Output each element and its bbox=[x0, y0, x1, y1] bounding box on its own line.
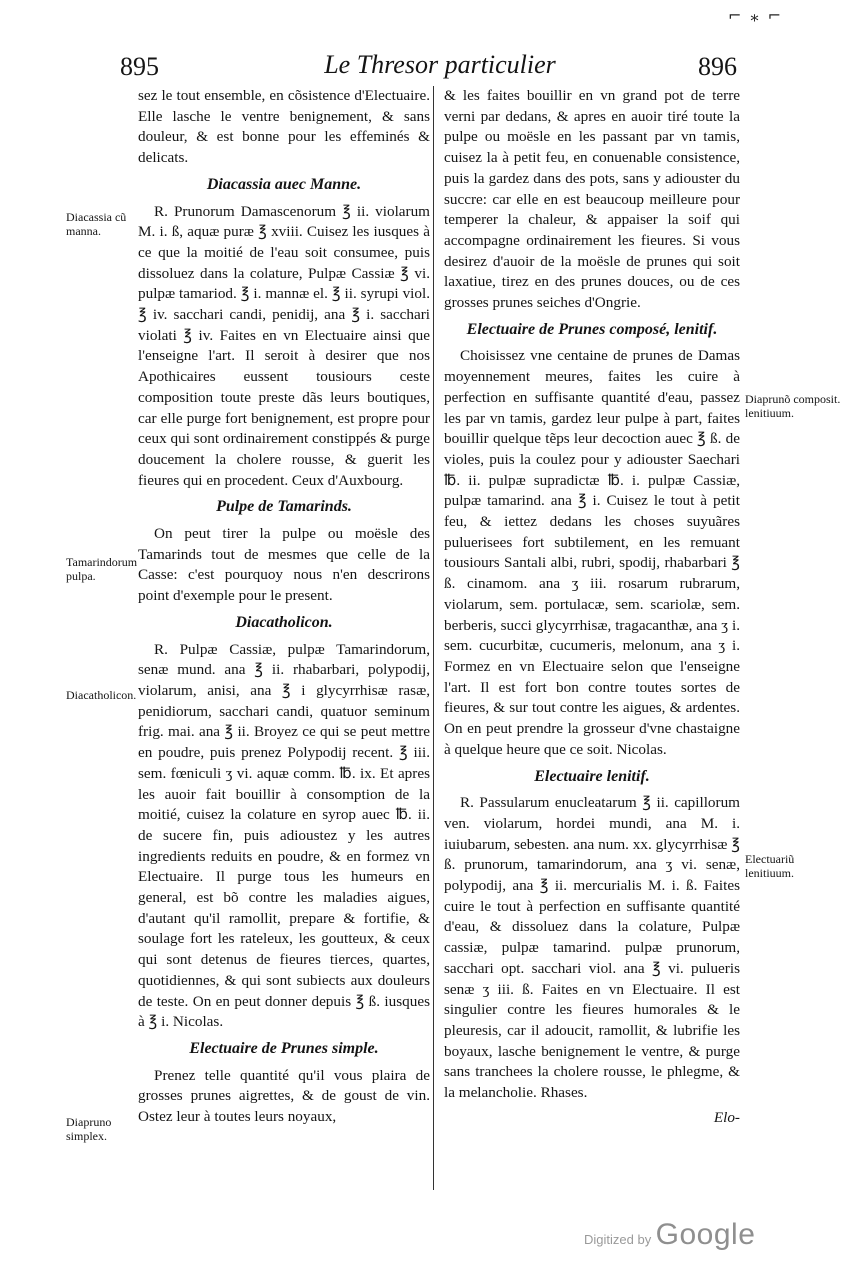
right-column bbox=[444, 86, 740, 1128]
heading-diacassia: Diacassia auec Manne. bbox=[206, 175, 362, 193]
heading-pulpe-tamarinds: Pulpe de Tamarinds. bbox=[216, 498, 352, 516]
margin-note-diapruno-simplex: Diapruno simplex. bbox=[66, 1115, 112, 1143]
right-paragraph-3: R. Passularum enucleatarum ℥ ii. capillorum ven. violarum, hordei mundi, ana M. i. iuiubarum, sebesten. ana num. xx. glycyrrhisæ ℥ ß. prunorum, tamarindorum, ana ʒ vi. senæ, polypodij, ana ℥ ii. mercurialis M. i. ß. Faites cuire le tout à perfection en suffisante quantité d'eau, & dissoluez dans la colature, Pulpæ cassiæ, pulpæ tamarind. pulpæ prunorum, sacchari opt. sacchari viol. ana ℥ vi. pulueris senæ ʒ iii. ß. Faites en vn Electuaire. Il est singulier contre les fieures humorales & le pleuresis, car il adoucit, ramollit, & lubrifie les boyaux, lasche benignement le ventre, & purge sans tranchees la cholere rousse, le phlegme, & la melancholie. Rhases. bbox=[444, 794, 740, 1102]
right-paragraph-1: & les faites bouillir en vn grand pot de terre verni par dedans, & apres en auoir tiré toute la pulpe ou moësle en les passant par vn tamis, cuisez la à petit feu, en conuenable consistence, puis la gardez dans des pots, sans y adiouster du succre: car elle en est beaucoup meilleure pour temperer la chaleur, & appaiser la soif qui accompagne ordinairement les fieures. Si vous desirez d'auoir de la moësle de prunes qui soit laxatiue, tirez en des prunes douces, ou de ces grosses prunes seiches d'Ongrie. bbox=[444, 87, 740, 312]
left-paragraph-3: On peut tirer la pulpe ou moësle des Tamarinds tout de mesmes que celle de la Casse: c'est pourquoy nous n'en descrirons point d'exemple pour le present. bbox=[138, 525, 430, 605]
google-logo: Google bbox=[655, 1218, 756, 1251]
left-paragraph-1: sez le tout ensemble, en cõsistence d'Electuaire. Elle lasche le ventre benignement, & sans douleur, & est bonne pour les effeminés & delicats. bbox=[138, 87, 430, 167]
right-page-number: 896 bbox=[698, 52, 737, 81]
margin-note-diacatholicon: Diacatholicon. bbox=[66, 688, 137, 702]
margin-note-tamarind: Tamarindorum pulpa. bbox=[66, 555, 138, 583]
heading-prunes-compose: Electuaire de Prunes composé, lenitif. bbox=[466, 320, 718, 338]
heading-diacatholicon: Diacatholicon. bbox=[235, 613, 333, 631]
right-paragraph-2: Choisissez vne centaine de prunes de Damas moyennement meures, faites les cuire à perfection en suffisante quantité d'eau, passez les par vn tamis, gardez leur pulpe à part, faites bouillir quelque tẽps leur decoction auec ℥ ß. de violes, puis la coulez pour y adiouster Saechari ℔. ii. pulpæ supradictæ ℔. i. pulpæ Cassiæ, pulpæ tamarind. ana ℥ i. Cuisez le tout à petit feu, & iettez dedans les choses suyuãres puluerisees fort subtilement, en les remuant tousiours Santali albi, rubri, spodij, rhabarbari ℥ ß. cinamom. ana ʒ iii. rosarum rubrarum, violarum, sem. portulacæ, sem. scariolæ, sem. berberis, succi glycyrrhisæ, tragacanthæ, ana ʒ i. sem. cucurbitæ, cucumeris, melonum, ana ʒ i. Formez en vn Electuaire selon que l'enseigne l'art. Il est fort bon contre toutes sortes de fieures, & sur tout contre les aigues, & ardentes. On en peut prendre la grosseur d'vne chastaigne à quelque heure que ce soit. Nicolas. bbox=[444, 347, 740, 758]
margin-note-electuar-lenit: Electuariũ lenitiuum. bbox=[745, 852, 795, 880]
left-paragraph-4: R. Pulpæ Cassiæ, pulpæ Tamarindorum, senæ mund. ana ℥ ii. rhabarbari, polypodij, violarum, anisi, ana ℥ i glycyrrhisæ rasæ, penidiorum, sacchari candi, quatuor seminum frig. mai. ana ℥ ii. Broyez ce qui se peut mettre en poudre, puis prenez Polypodij recent. ℥ iii. sem. fœniculi ʒ vi. aquæ comm. ℔. ix. Et apres les auoir fait bouillir à consomption de la moitié, cuisez la colature en syrop auec ℔. ii. de sucere fin, puis adioustez y les autres ingredients reduits en poudre, & en formez vn Electuaire. Il purge tous les humeurs en general, est bõ contre les maladies aigues, d'autant qu'il ramollit, prepare & fortifie, & soulage fort les rateleux, les goutteux, & ceux qui sont detenus de fieures tierces, quartes, quotidiennes, & qui sont subiects aux douleurs de teste. On en peut donner depuis ℥ ß. iusques à ℥ i. Nicolas. bbox=[138, 640, 430, 1031]
digitized-by-label: Digitized by bbox=[584, 1232, 652, 1247]
left-column bbox=[138, 86, 430, 1128]
digitized-watermark bbox=[584, 1218, 755, 1252]
left-page-number: 895 bbox=[120, 52, 159, 81]
heading-prunes-simple: Electuaire de Prunes simple. bbox=[189, 1039, 379, 1057]
column-divider bbox=[433, 86, 434, 1190]
catchword: Elo- bbox=[713, 1108, 740, 1126]
scan-mark: ⌐ ⁎ ⌐ bbox=[728, 6, 783, 25]
left-paragraph-2: R. Prunorum Damascenorum ℥ ii. violarum M. i. ß, aquæ puræ ℥ xviii. Cuisez les iusques à ce que la moitié de l'eau soit consumee, puis dissoluez dans la colature, Pulpæ Cassiæ ℥ vi. pulpæ tamariod. ℥ i. mannæ el. ℥ ii. syrupi viol. ℥ iv. sacchari candi, penidij, ana ℥ i. sacchari violati ℥ iv. Faites en vn Electuaire ainsi que l'enseigne l'art. Il seroit à desirer que nos Apothicaires eussent tousiours ceste composition toute preste dãs leurs boutiques, car elle purge fort benignement, est propre pour ceux qui sont ordinairement constippés & purge doucement la cholere rousse, & guerit les fieures qui en procedent. Ceux d'Auxbourg. bbox=[138, 202, 430, 489]
margin-note-diacassia: Diacassia cũ manna. bbox=[66, 210, 127, 238]
margin-note-diapruno-compos: Diaprunõ composit. lenitiuum. bbox=[745, 392, 841, 420]
running-head-title: Le Thresor particulier bbox=[324, 50, 556, 79]
heading-electuaire-lenitif: Electuaire lenitif. bbox=[534, 767, 650, 785]
left-paragraph-5: Prenez telle quantité qu'il vous plaira de grosses prunes aigrettes, & de goust de vin. Ostez leur à toutes leurs noyaux, bbox=[138, 1066, 430, 1126]
